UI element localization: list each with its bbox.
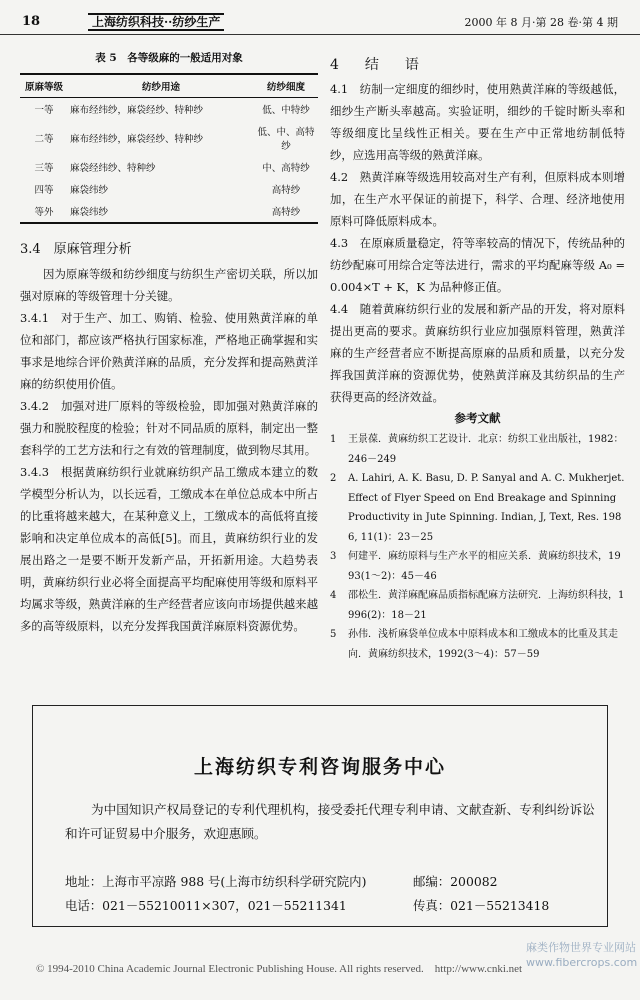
table-cell: 高特纱 [254,200,318,223]
reference-item [330,586,625,625]
page-number: 18 [22,14,41,29]
reference-number: 4 [330,590,337,601]
paragraph: 3.4.3 根据黄麻纺织行业就麻纺织产品工缴成本建立的数学模型分析认为，以长远看，工缴成本在单位总成本中所占的比重将越来越大，在某种意义上，工缴成本的高低将直接影响和决定单位成本的高低[5]。而且，黄麻纺织行业的发展出路之一是要不断开发新产品，开拓新用途。大趋势表明，黄麻纺织行业必将全面提高平均配麻使用等级和原料平均属求等级，熟黄洋麻的生产经营者应该向市场提供越来越多的高等级原料，以充分发挥我国黄洋麻原料资源优势。 [20,465,318,633]
reference-number: 3 [330,551,337,562]
copyright-footer: © 1994-2010 China Academic Journal Electronic Publishing House. All rights reserved. http://www.cnki.net [36,963,523,975]
table-header: 纺纱用途 [68,74,254,98]
section-heading: 4 结 语 [330,57,425,73]
table-cell: 二等 [34,134,54,145]
reference-text: 何建平．麻纺原料与生产水平的相应关系．黄麻纺织技术，1993(1～2)：45－46 [348,551,621,582]
table-cell: 四等 [34,185,54,196]
table-cell: 麻布经纬纱，麻袋经纱、特种纱 [70,105,204,116]
ad-phone: 电话：021－55210011×307，021－55211341 [65,898,347,913]
ad-body: 为中国知识产权局登记的专利代理机构，接受委托代理专利申请、文献查新、专利纠纷诉讼和许可证贸易中介服务，欢迎惠顾。 [65,802,595,841]
paragraph: 3.4.2 加强对进厂原料的等级检验，即加强对熟黄洋麻的强力和脱胶程度的检验；针对不同品质的原料，制定出一整套科学的工艺方法和行之有效的管理制度，做到物尽其用。 [20,399,318,457]
table-cell: 等外 [20,200,68,223]
paragraph: 4.3 在原麻质量稳定，符等率较高的情况下，传统品种的纺纱配麻可用综合定等法进行，需求的平均配麻等级 A₀ = 0.004×T + K，K 为品种修正值。 [330,236,625,294]
table-header: 原麻等级 [20,74,68,98]
table-cell: 麻袋纬纱 [70,185,109,196]
running-header [0,6,640,35]
reference-number: 5 [330,629,337,640]
ad-fax: 传真：021－55213418 [413,898,550,913]
right-column [330,50,625,664]
section-heading: 3.4 原麻管理分析 [20,242,132,257]
paragraph: 4.1 纺制一定细度的细纱时，使用熟黄洋麻的等级越低，细纱生产断头率越高。实验证明，细纱的千锭时断头率和等级细度比呈线性正相关。要在生产中正常地纺制低特纱，应选用高等级的熟黄洋麻。 [330,82,625,162]
table-cell: 麻布经纬纱，麻袋经纱、特种纱 [70,134,204,145]
watermark-line: 麻类作物世界专业网站 [526,941,636,954]
table-header: 纺纱细度 [254,74,318,98]
paragraph: 4.2 熟黄洋麻等级选用较高对生产有利，但原料成本则增加，在生产水平保证的前提下，科学、合理、经济地使用原料可降低原料成本。 [330,170,625,228]
table-row [20,120,318,156]
table-cell: 一等 [34,105,54,116]
table-caption: 表 5 各等级麻的一般适用对象 [95,52,243,64]
journal-title: 上海纺织科技··纺纱生产 [88,13,224,31]
table-cell: 低、中、高特纱 [257,127,315,152]
issue-info: 2000 年 8 月·第 28 卷·第 4 期 [464,16,618,29]
table-cell: 高特纱 [271,185,301,196]
grade-usage-table [20,73,318,224]
paragraph: 因为原麻等级和纺纱细度与纺织生产密切关联，所以加强对原麻的等级管理十分关键。 [20,267,318,303]
paragraph: 3.4.1 对于生产、加工、购销、检验、使用熟黄洋麻的单位和部门，都应该严格执行国家标准，严格地正确掌握和实事求是地综合评价熟黄洋麻的品质，充分发挥和提高熟黄洋麻的纺织使用价值。 [20,311,318,391]
reference-item [330,625,625,664]
ad-address: 地址：上海市平凉路 988 号(上海市纺织科学研究院内) [65,874,367,889]
watermark-url: www.fibercrops.com [526,956,638,969]
reference-item [330,430,625,469]
reference-text: 邵松生．黄洋麻配麻品质指标配麻方法研究．上海纺织科技，1996(2)：18－21 [348,590,625,621]
reference-item [330,469,625,547]
table-cell: 三等 [34,163,54,174]
advertisement-box [32,705,608,927]
table-row [20,178,318,200]
ad-zip: 邮编：200082 [413,874,498,889]
reference-number: 1 [330,434,337,445]
table-row [20,156,318,178]
paragraph: 4.4 随着黄麻纺织行业的发展和新产品的开发，将对原料提出更高的要求。黄麻纺织行业应加强原料管理，熟黄洋麻的生产经营者应不断提高原麻的品质和质量，以充分发挥我国黄洋麻的资源优势，使熟黄洋麻及其纺织品的生产获得更高的经济效益。 [330,302,625,404]
table-row [20,200,318,223]
left-column [20,50,318,637]
table-cell: 麻袋纬纱 [68,200,254,223]
table-row [20,98,318,121]
reference-number: 2 [330,473,337,484]
ad-title: 上海纺织专利咨询服务中心 [193,756,446,778]
references-heading: 参考文献 [454,411,501,425]
table-cell: 中、高特纱 [262,163,310,174]
table-cell: 低、中特纱 [262,105,310,116]
table-cell: 麻袋经纬纱、特种纱 [70,163,156,174]
reference-text: 王景葆．黄麻纺织工艺设计．北京：纺织工业出版社，1982：246－249 [348,434,624,465]
site-watermark [526,940,636,970]
reference-text: 孙伟．浅析麻袋单位成本中原料成本和工缴成本的比重及其走向．黄麻纺织技术，1992(3～4)：57－59 [348,629,618,660]
reference-text: A. Lahiri, A. K. Basu, D. P. Sanyal and A. C. Mukherjet. Effect of Flyer Speed on End Breakage and Spinning Productivity in Jute Spinning. Indian, J, Text, Res. 1986, 11(1)：23－25 [348,473,625,543]
reference-item [330,547,625,586]
